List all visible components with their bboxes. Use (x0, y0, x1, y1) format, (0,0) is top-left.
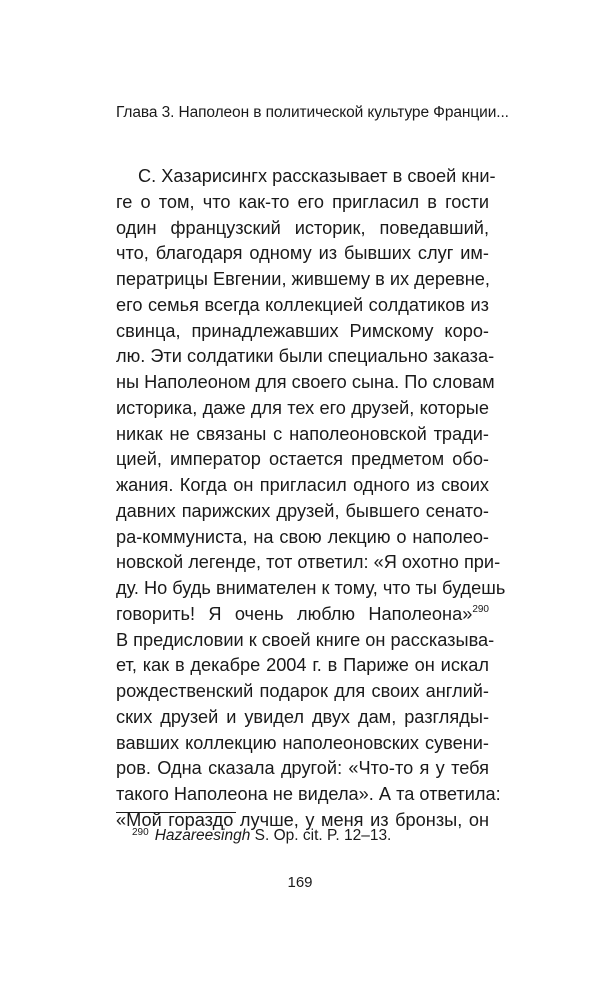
text-line: ет, как в декабре 2004 г. в Париже он искал (116, 655, 489, 676)
text-line: давних парижских друзей, бывшего сенато- (116, 500, 489, 521)
text-line: ду. Но будь внимателен к тому, что ты будешь (116, 578, 506, 598)
text-line: жания. Когда он пригласил одного из своих (116, 475, 489, 495)
text-line: цией, император остается предметом обо- (116, 449, 489, 470)
text-line-content: говорить! Я очень люблю Наполеона» (116, 603, 473, 624)
text-line: никак не связаны с наполеоновской тради- (116, 423, 489, 444)
text-line: «Мой гораздо лучше, у меня из бронзы, он (116, 809, 489, 830)
text-line: С. Хазарисингх рассказывает в своей кни- (138, 166, 496, 186)
text-line-with-footnote-ref (116, 602, 489, 628)
footnote (132, 826, 492, 846)
text-line: ператрицы Евгении, жившему в их деревне, (116, 269, 490, 289)
page-number: 169 (287, 874, 313, 891)
text-line: вавших коллекцию наполеоновских сувени- (116, 732, 489, 753)
text-line: ны Наполеоном для своего сына. По словам (116, 372, 495, 392)
body-text (116, 164, 506, 834)
text-line: что, благодаря одному из бывших слуг им- (116, 243, 489, 264)
text-line: его семья всегда коллекцией солдатиков из (116, 294, 489, 315)
text-line: один французский историк, поведавший, (116, 217, 489, 238)
text-line: ских друзей и увидел двух дам, разгляды- (116, 706, 489, 727)
text-line: новской легенде, тот ответил: «Я охотно при- (116, 552, 501, 573)
running-header: Глава 3. Наполеон в политической культуре Франции... (116, 104, 509, 121)
text-line: такого Наполеона не видела». А та ответила: (116, 784, 501, 804)
footnote-separator (116, 812, 236, 813)
footnote-reference[interactable]: 290 (472, 603, 489, 615)
text-line: В предисловии к своей книге он рассказыва- (116, 629, 495, 650)
text-line: ров. Одна сказала другой: «Что-то я у тебя (116, 758, 489, 779)
text-line: лю. Эти солдатики были специально заказа- (116, 346, 495, 367)
text-line: историка, даже для тех его друзей, которые (116, 397, 489, 418)
text-line: свинца, принадлежавших Римскому коро- (116, 320, 489, 341)
footnote-author: Hazareesingh (154, 827, 251, 844)
text-line: рождественский подарок для своих англий- (116, 681, 489, 701)
text-line: ра-коммуниста, на свою лекцию о наполео- (116, 526, 489, 547)
text-line: ге о том, что как-то его пригласил в гости (116, 191, 489, 212)
footnote-citation: S. Op. cit. P. 12–13. (250, 827, 392, 844)
footnote-number: 290 (132, 827, 149, 838)
